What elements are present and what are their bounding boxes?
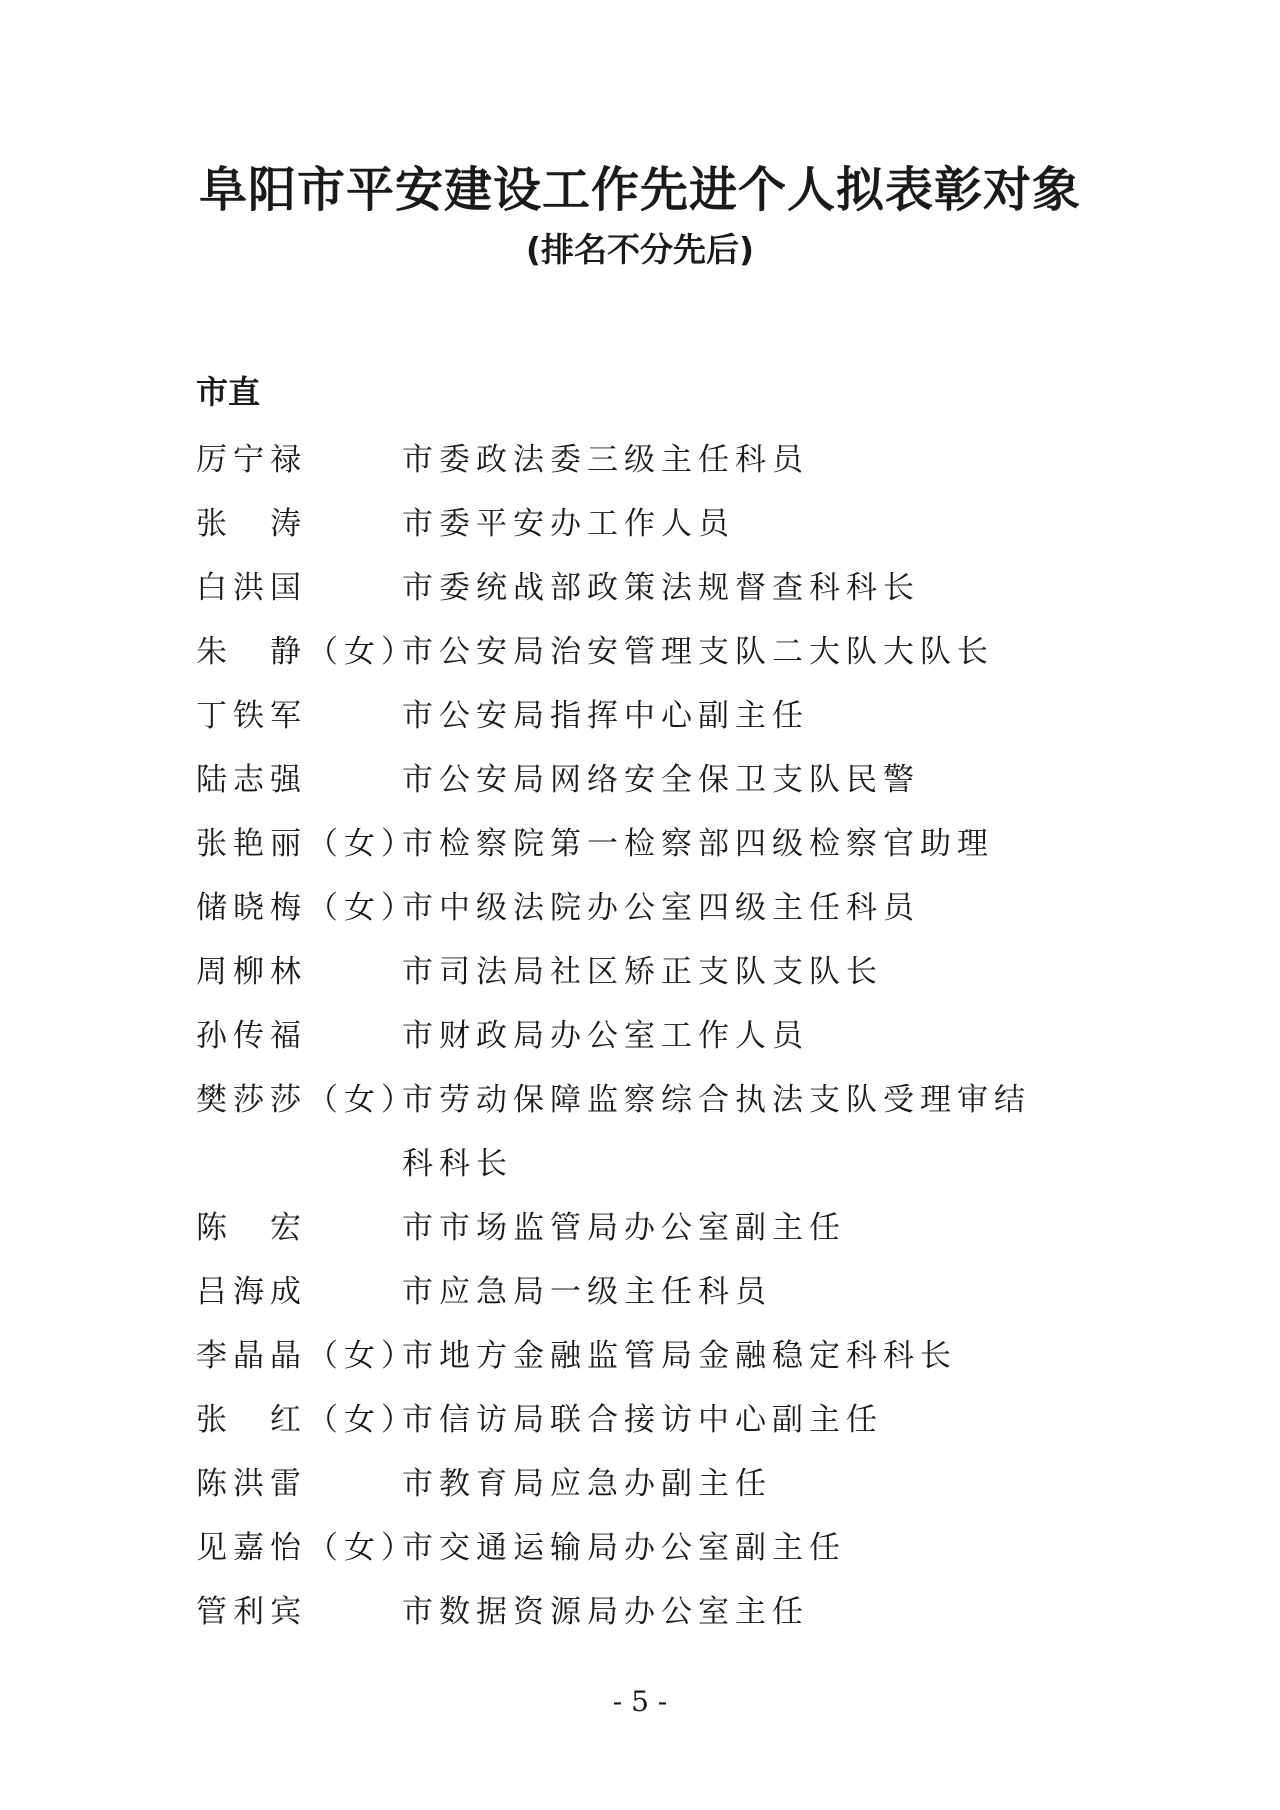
person-name: 李晶晶（女） xyxy=(196,1338,418,1374)
person-title: 市委平安办工作人员 xyxy=(402,506,735,542)
person-name: 白洪国 xyxy=(196,570,307,606)
list-item xyxy=(196,620,1096,684)
list-item xyxy=(196,748,1096,812)
person-name: 张 红（女） xyxy=(196,1402,418,1438)
list-item xyxy=(196,1388,1096,1452)
person-title: 市财政局办公室工作人员 xyxy=(402,1018,809,1054)
person-name: 丁铁军 xyxy=(196,698,307,734)
person-name: 周柳林 xyxy=(196,954,307,990)
document-subtitle: (排名不分先后) xyxy=(525,230,755,269)
person-name: 见嘉怡（女） xyxy=(196,1530,418,1566)
person-title: 市应急局一级主任科员 xyxy=(402,1274,772,1310)
person-name: 樊莎莎（女） xyxy=(196,1082,418,1118)
person-name: 张 涛 xyxy=(196,506,307,542)
person-name: 陆志强 xyxy=(196,762,307,798)
page-number: - 5 - xyxy=(612,1685,668,1718)
person-title: 市地方金融监管局金融稳定科科长 xyxy=(402,1338,957,1374)
list-item xyxy=(196,1004,1096,1068)
document-title: 阜阳市平安建设工作先进个人拟表彰对象 xyxy=(198,162,1081,218)
list-item xyxy=(196,1196,1096,1260)
person-name: 厉宁禄 xyxy=(196,442,307,478)
person-title: 市教育局应急办副主任 xyxy=(402,1466,772,1502)
list-item xyxy=(196,1580,1096,1644)
person-title: 市劳动保障监察综合执法支队受理审结科科长 xyxy=(402,1082,1031,1182)
list-item xyxy=(196,1324,1096,1388)
list-item xyxy=(196,684,1096,748)
person-name: 张艳丽（女） xyxy=(196,826,418,862)
list-item xyxy=(196,556,1096,620)
person-title: 市数据资源局办公室主任 xyxy=(402,1594,809,1630)
list-item xyxy=(196,876,1096,940)
list-item xyxy=(196,1068,1096,1196)
list-item xyxy=(196,1452,1096,1516)
list-item xyxy=(196,428,1096,492)
person-title: 市公安局治安管理支队二大队大队长 xyxy=(402,634,994,670)
person-title: 市委统战部政策法规督查科科长 xyxy=(402,570,920,606)
honoree-list xyxy=(196,428,1096,1644)
person-title: 市中级法院办公室四级主任科员 xyxy=(402,890,920,926)
person-title: 市信访局联合接访中心副主任 xyxy=(402,1402,883,1438)
person-name: 储晓梅（女） xyxy=(196,890,418,926)
person-title: 市检察院第一检察部四级检察官助理 xyxy=(402,826,994,862)
section-heading: 市直 xyxy=(196,373,261,411)
person-title: 市委政法委三级主任科员 xyxy=(402,442,809,478)
person-name: 陈洪雷 xyxy=(196,1466,307,1502)
person-title: 市公安局网络安全保卫支队民警 xyxy=(402,762,920,798)
person-title: 市交通运输局办公室副主任 xyxy=(402,1530,846,1566)
person-title: 市公安局指挥中心副主任 xyxy=(402,698,809,734)
person-name: 陈 宏 xyxy=(196,1210,307,1246)
person-name: 孙传福 xyxy=(196,1018,307,1054)
list-item xyxy=(196,1260,1096,1324)
person-name: 吕海成 xyxy=(196,1274,307,1310)
list-item xyxy=(196,1516,1096,1580)
person-title: 市市场监管局办公室副主任 xyxy=(402,1210,846,1246)
person-title: 市司法局社区矫正支队支队长 xyxy=(402,954,883,990)
person-name: 朱 静（女） xyxy=(196,634,418,670)
list-item xyxy=(196,812,1096,876)
list-item xyxy=(196,940,1096,1004)
list-item xyxy=(196,492,1096,556)
person-name: 管利宾 xyxy=(196,1594,307,1630)
